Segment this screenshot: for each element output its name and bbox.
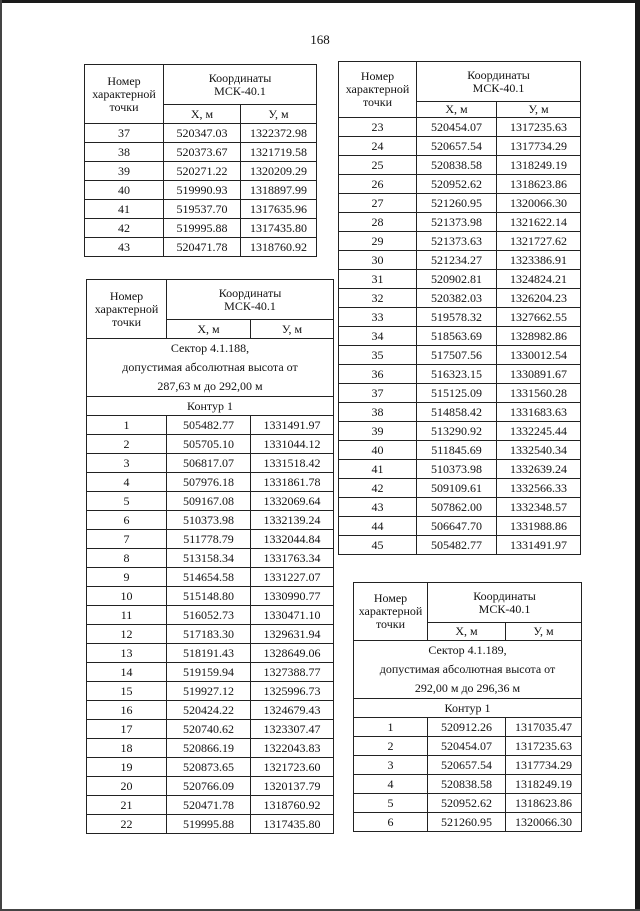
y-coordinate-cell: 1330012.54 [497, 346, 581, 365]
scan-border-top [0, 0, 640, 3]
table-row [85, 162, 317, 181]
y-coordinate-cell: 1320137.79 [251, 777, 334, 796]
table-row [85, 219, 317, 238]
y-coordinate-cell: 1318897.99 [241, 181, 317, 200]
point-number-cell: 3 [87, 454, 167, 473]
coordinates-header: Координаты МСК-40.1 [164, 65, 317, 105]
point-number-cell: 20 [87, 777, 167, 796]
x-coordinate-cell: 515148.80 [167, 587, 251, 606]
point-number-cell: 43 [85, 238, 164, 257]
x-coordinate-cell: 520912.26 [428, 718, 506, 737]
x-coordinate-cell: 505482.77 [167, 416, 251, 435]
y-coordinate-cell: 1318623.86 [506, 794, 582, 813]
x-coordinate-cell: 520838.58 [428, 775, 506, 794]
point-number-cell: 37 [85, 124, 164, 143]
point-number-cell: 21 [87, 796, 167, 815]
y-header: У, м [506, 623, 582, 641]
point-number-cell: 29 [339, 232, 417, 251]
table-row [87, 473, 334, 492]
y-coordinate-cell: 1325996.73 [251, 682, 334, 701]
y-coordinate-cell: 1328982.86 [497, 327, 581, 346]
x-coordinate-cell: 519537.70 [164, 200, 241, 219]
table-1-body [85, 124, 317, 257]
point-number-cell: 18 [87, 739, 167, 758]
y-coordinate-cell: 1331763.34 [251, 549, 334, 568]
table-row [354, 756, 582, 775]
table-row [354, 718, 582, 737]
table-row [87, 815, 334, 834]
x-coordinate-cell: 520740.62 [167, 720, 251, 739]
table-row [339, 175, 581, 194]
x-coordinate-cell: 520657.54 [417, 137, 497, 156]
x-coordinate-cell: 510373.98 [417, 460, 497, 479]
y-coordinate-cell: 1324824.21 [497, 270, 581, 289]
coordinates-table-2 [86, 279, 334, 834]
sector-caption: Сектор 4.1.189, допустимая абсолютная высота от 292,00 м до 296,36 м [354, 641, 582, 699]
x-coordinate-cell: 518191.43 [167, 644, 251, 663]
y-coordinate-cell: 1323307.47 [251, 720, 334, 739]
table-row [339, 346, 581, 365]
y-coordinate-cell: 1318249.19 [506, 775, 582, 794]
y-coordinate-cell: 1321622.14 [497, 213, 581, 232]
x-coordinate-cell: 517507.56 [417, 346, 497, 365]
y-coordinate-cell: 1331560.28 [497, 384, 581, 403]
y-coordinate-cell: 1332639.24 [497, 460, 581, 479]
y-coordinate-cell: 1323386.91 [497, 251, 581, 270]
point-number-cell: 27 [339, 194, 417, 213]
y-coordinate-cell: 1317035.47 [506, 718, 582, 737]
table-row [339, 403, 581, 422]
y-coordinate-cell: 1321719.58 [241, 143, 317, 162]
point-number-cell: 28 [339, 213, 417, 232]
table-row [339, 384, 581, 403]
table-row [87, 606, 334, 625]
x-coordinate-cell: 520952.62 [428, 794, 506, 813]
x-coordinate-cell: 521260.95 [428, 813, 506, 832]
coordinates-header: Координаты МСК-40.1 [167, 280, 334, 320]
point-number-cell: 44 [339, 517, 417, 536]
x-coordinate-cell: 521373.98 [417, 213, 497, 232]
point-number-cell: 34 [339, 327, 417, 346]
x-coordinate-cell: 519927.12 [167, 682, 251, 701]
point-number-cell: 13 [87, 644, 167, 663]
coordinates-table-3 [338, 61, 581, 555]
x-coordinate-cell: 518563.69 [417, 327, 497, 346]
table-row [85, 181, 317, 200]
table-row [87, 530, 334, 549]
table-row [87, 454, 334, 473]
point-number-cell: 36 [339, 365, 417, 384]
point-number-header: Номер характерной точки [354, 583, 428, 641]
x-coordinate-cell: 521373.63 [417, 232, 497, 251]
x-coordinate-cell: 520766.09 [167, 777, 251, 796]
table-row [87, 511, 334, 530]
x-coordinate-cell: 514858.42 [417, 403, 497, 422]
x-coordinate-cell: 513158.34 [167, 549, 251, 568]
table-row [354, 775, 582, 794]
x-coordinate-cell: 517183.30 [167, 625, 251, 644]
point-number-cell: 19 [87, 758, 167, 777]
table-row [339, 441, 581, 460]
x-header: Х, м [164, 105, 241, 124]
y-coordinate-cell: 1324679.43 [251, 701, 334, 720]
y-header: У, м [497, 102, 581, 118]
x-coordinate-cell: 521234.27 [417, 251, 497, 270]
point-number-cell: 6 [87, 511, 167, 530]
point-number-header: Номер характерной точки [87, 280, 167, 339]
x-coordinate-cell: 520471.78 [167, 796, 251, 815]
x-coordinate-cell: 511845.69 [417, 441, 497, 460]
y-coordinate-cell: 1332245.44 [497, 422, 581, 441]
x-coordinate-cell: 515125.09 [417, 384, 497, 403]
point-number-cell: 4 [87, 473, 167, 492]
table-2-body [87, 416, 334, 834]
y-coordinate-cell: 1331683.63 [497, 403, 581, 422]
x-coordinate-cell: 520952.62 [417, 175, 497, 194]
point-number-cell: 23 [339, 118, 417, 137]
point-number-cell: 41 [85, 200, 164, 219]
coordinates-table-1 [84, 64, 317, 257]
y-coordinate-cell: 1327388.77 [251, 663, 334, 682]
y-coordinate-cell: 1331518.42 [251, 454, 334, 473]
table-row [339, 270, 581, 289]
table-row [339, 422, 581, 441]
point-number-cell: 41 [339, 460, 417, 479]
sector-caption: Сектор 4.1.188, допустимая абсолютная высота от 287,63 м до 292,00 м [87, 339, 334, 397]
table-row [87, 777, 334, 796]
x-coordinate-cell: 507862.00 [417, 498, 497, 517]
x-coordinate-cell: 520424.22 [167, 701, 251, 720]
table-row [339, 137, 581, 156]
y-coordinate-cell: 1331044.12 [251, 435, 334, 454]
x-coordinate-cell: 519995.88 [167, 815, 251, 834]
y-coordinate-cell: 1331861.78 [251, 473, 334, 492]
x-coordinate-cell: 506647.70 [417, 517, 497, 536]
x-header: Х, м [428, 623, 506, 641]
y-coordinate-cell: 1332069.64 [251, 492, 334, 511]
y-coordinate-cell: 1317235.63 [506, 737, 582, 756]
point-number-cell: 9 [87, 568, 167, 587]
y-coordinate-cell: 1318623.86 [497, 175, 581, 194]
table-row [339, 194, 581, 213]
point-number-cell: 3 [354, 756, 428, 775]
x-coordinate-cell: 516323.15 [417, 365, 497, 384]
table-row [87, 796, 334, 815]
point-number-cell: 5 [87, 492, 167, 511]
y-coordinate-cell: 1318760.92 [241, 238, 317, 257]
coordinates-table-4 [353, 582, 582, 832]
y-coordinate-cell: 1318760.92 [251, 796, 334, 815]
x-coordinate-cell: 519995.88 [164, 219, 241, 238]
table-row [354, 813, 582, 832]
y-coordinate-cell: 1332566.33 [497, 479, 581, 498]
y-coordinate-cell: 1320066.30 [506, 813, 582, 832]
x-coordinate-cell: 511778.79 [167, 530, 251, 549]
point-number-cell: 7 [87, 530, 167, 549]
x-coordinate-cell: 520471.78 [164, 238, 241, 257]
y-coordinate-cell: 1317435.80 [241, 219, 317, 238]
table-row [339, 327, 581, 346]
point-number-cell: 30 [339, 251, 417, 270]
y-coordinate-cell: 1318249.19 [497, 156, 581, 175]
x-coordinate-cell: 506817.07 [167, 454, 251, 473]
point-number-cell: 4 [354, 775, 428, 794]
table-row [87, 682, 334, 701]
point-number-cell: 1 [354, 718, 428, 737]
x-coordinate-cell: 519578.32 [417, 308, 497, 327]
x-header: Х, м [417, 102, 497, 118]
coordinates-header: Координаты МСК-40.1 [417, 62, 581, 102]
point-number-cell: 31 [339, 270, 417, 289]
point-number-cell: 2 [354, 737, 428, 756]
table-row [339, 213, 581, 232]
point-number-cell: 32 [339, 289, 417, 308]
table-row [87, 720, 334, 739]
y-coordinate-cell: 1331491.97 [497, 536, 581, 555]
point-number-cell: 39 [85, 162, 164, 181]
y-coordinate-cell: 1332139.24 [251, 511, 334, 530]
table-row [87, 416, 334, 435]
table-row [87, 758, 334, 777]
point-number-cell: 11 [87, 606, 167, 625]
y-coordinate-cell: 1320209.29 [241, 162, 317, 181]
x-coordinate-cell: 520382.03 [417, 289, 497, 308]
y-coordinate-cell: 1332348.57 [497, 498, 581, 517]
y-coordinate-cell: 1321723.60 [251, 758, 334, 777]
x-coordinate-cell: 520454.07 [428, 737, 506, 756]
table-row [87, 625, 334, 644]
point-number-cell: 26 [339, 175, 417, 194]
point-number-cell: 10 [87, 587, 167, 606]
table-row [87, 663, 334, 682]
point-number-cell: 6 [354, 813, 428, 832]
point-number-cell: 33 [339, 308, 417, 327]
point-number-cell: 35 [339, 346, 417, 365]
table-row [339, 289, 581, 308]
x-coordinate-cell: 516052.73 [167, 606, 251, 625]
point-number-cell: 5 [354, 794, 428, 813]
table-row [339, 517, 581, 536]
coordinates-header: Координаты МСК-40.1 [428, 583, 582, 623]
x-header: Х, м [167, 320, 251, 339]
y-header: У, м [251, 320, 334, 339]
y-coordinate-cell: 1331491.97 [251, 416, 334, 435]
y-coordinate-cell: 1330891.67 [497, 365, 581, 384]
point-number-cell: 45 [339, 536, 417, 555]
y-coordinate-cell: 1330990.77 [251, 587, 334, 606]
x-coordinate-cell: 520873.65 [167, 758, 251, 777]
point-number-cell: 43 [339, 498, 417, 517]
point-number-cell: 22 [87, 815, 167, 834]
x-coordinate-cell: 509109.61 [417, 479, 497, 498]
x-coordinate-cell: 520838.58 [417, 156, 497, 175]
y-coordinate-cell: 1317734.29 [506, 756, 582, 775]
point-number-cell: 12 [87, 625, 167, 644]
x-coordinate-cell: 521260.95 [417, 194, 497, 213]
table-row [87, 549, 334, 568]
table-row [339, 479, 581, 498]
table-row [339, 118, 581, 137]
scan-border-left [0, 0, 2, 911]
table-row [339, 308, 581, 327]
table-row [87, 739, 334, 758]
point-number-cell: 2 [87, 435, 167, 454]
x-coordinate-cell: 507976.18 [167, 473, 251, 492]
table-row [85, 143, 317, 162]
x-coordinate-cell: 519159.94 [167, 663, 251, 682]
table-3-body [339, 118, 581, 555]
table-row [339, 460, 581, 479]
y-coordinate-cell: 1328649.06 [251, 644, 334, 663]
y-coordinate-cell: 1322043.83 [251, 739, 334, 758]
point-number-header: Номер характерной точки [339, 62, 417, 118]
x-coordinate-cell: 520902.81 [417, 270, 497, 289]
table-row [354, 794, 582, 813]
table-row [87, 435, 334, 454]
y-coordinate-cell: 1326204.23 [497, 289, 581, 308]
contour-caption: Контур 1 [354, 699, 582, 718]
point-number-header: Номер характерной точки [85, 65, 164, 124]
point-number-cell: 16 [87, 701, 167, 720]
point-number-cell: 37 [339, 384, 417, 403]
contour-caption: Контур 1 [87, 397, 334, 416]
table-4-body [354, 718, 582, 832]
table-row [85, 124, 317, 143]
point-number-cell: 15 [87, 682, 167, 701]
point-number-cell: 8 [87, 549, 167, 568]
scan-border-right [635, 0, 640, 911]
y-coordinate-cell: 1331988.86 [497, 517, 581, 536]
table-row [85, 200, 317, 219]
table-row [339, 232, 581, 251]
x-coordinate-cell: 510373.98 [167, 511, 251, 530]
y-coordinate-cell: 1321727.62 [497, 232, 581, 251]
point-number-cell: 38 [339, 403, 417, 422]
x-coordinate-cell: 505705.10 [167, 435, 251, 454]
y-coordinate-cell: 1317635.96 [241, 200, 317, 219]
y-coordinate-cell: 1317435.80 [251, 815, 334, 834]
y-coordinate-cell: 1332540.34 [497, 441, 581, 460]
table-row [339, 156, 581, 175]
table-row [354, 737, 582, 756]
point-number-cell: 14 [87, 663, 167, 682]
table-row [339, 251, 581, 270]
x-coordinate-cell: 520454.07 [417, 118, 497, 137]
x-coordinate-cell: 514654.58 [167, 568, 251, 587]
point-number-cell: 40 [85, 181, 164, 200]
point-number-cell: 40 [339, 441, 417, 460]
table-row [87, 587, 334, 606]
y-coordinate-cell: 1329631.94 [251, 625, 334, 644]
table-row [87, 701, 334, 720]
point-number-cell: 17 [87, 720, 167, 739]
table-row [339, 498, 581, 517]
x-coordinate-cell: 513290.92 [417, 422, 497, 441]
table-row [339, 536, 581, 555]
page-number: 168 [310, 32, 330, 47]
y-coordinate-cell: 1331227.07 [251, 568, 334, 587]
x-coordinate-cell: 509167.08 [167, 492, 251, 511]
y-header: У, м [241, 105, 317, 124]
y-coordinate-cell: 1320066.30 [497, 194, 581, 213]
y-coordinate-cell: 1317235.63 [497, 118, 581, 137]
point-number-cell: 38 [85, 143, 164, 162]
table-row [339, 365, 581, 384]
point-number-cell: 25 [339, 156, 417, 175]
y-coordinate-cell: 1327662.55 [497, 308, 581, 327]
x-coordinate-cell: 519990.93 [164, 181, 241, 200]
x-coordinate-cell: 520347.03 [164, 124, 241, 143]
table-row [85, 238, 317, 257]
point-number-cell: 1 [87, 416, 167, 435]
x-coordinate-cell: 520271.22 [164, 162, 241, 181]
x-coordinate-cell: 520373.67 [164, 143, 241, 162]
x-coordinate-cell: 520657.54 [428, 756, 506, 775]
x-coordinate-cell: 520866.19 [167, 739, 251, 758]
point-number-cell: 42 [339, 479, 417, 498]
table-row [87, 492, 334, 511]
point-number-cell: 39 [339, 422, 417, 441]
table-row [87, 644, 334, 663]
y-coordinate-cell: 1332044.84 [251, 530, 334, 549]
table-row [87, 568, 334, 587]
y-coordinate-cell: 1317734.29 [497, 137, 581, 156]
point-number-cell: 42 [85, 219, 164, 238]
y-coordinate-cell: 1330471.10 [251, 606, 334, 625]
y-coordinate-cell: 1322372.98 [241, 124, 317, 143]
x-coordinate-cell: 505482.77 [417, 536, 497, 555]
point-number-cell: 24 [339, 137, 417, 156]
